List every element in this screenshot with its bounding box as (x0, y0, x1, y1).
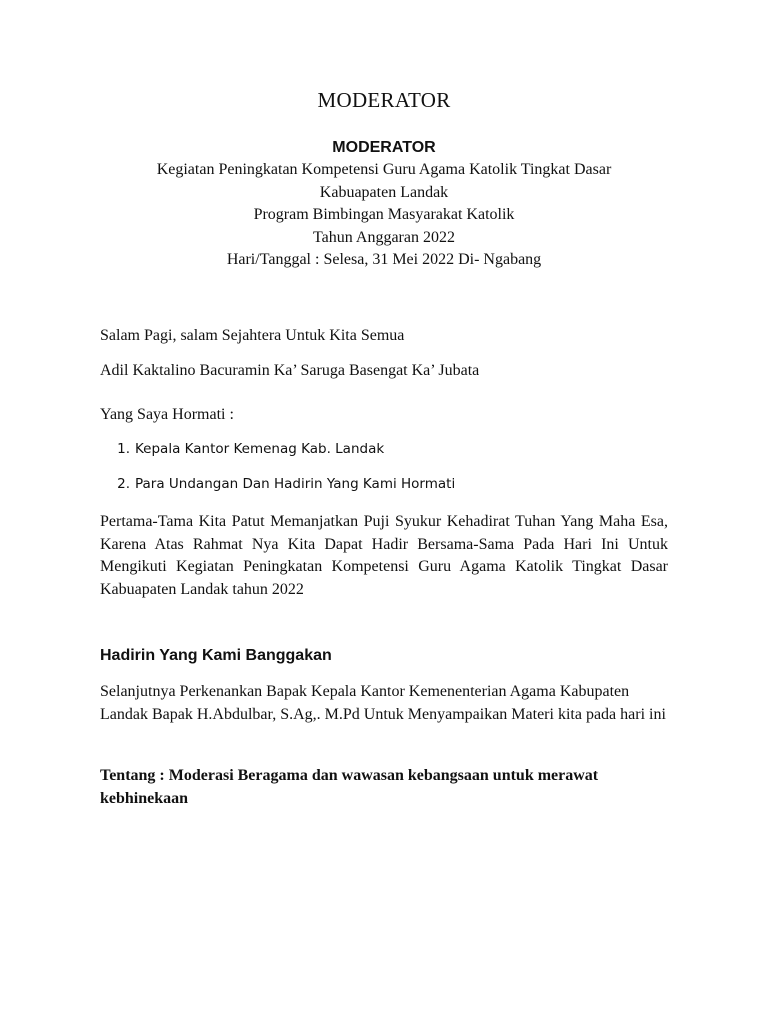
list-item-text: Para Undangan Dan Hadirin Yang Kami Hormati (135, 476, 456, 492)
document-title: MODERATOR (317, 88, 451, 112)
list-item-number: 1. (117, 441, 130, 457)
header-line-event: Kegiatan Peningkatan Kompetensi Guru Agama Katolik Tingkat Dasar (156, 161, 612, 178)
event-header (0, 137, 768, 272)
invitation-paragraph: Selanjutnya Perkenankan Bapak Kepala Kantor Kemenenterian Agama Kabupaten Landak Bapak H.Abdulbar, S.Ag,. M.Pd Untuk Menyampaikan Materi kita pada hari ini (100, 683, 666, 723)
list-item (100, 441, 384, 457)
topic-statement: Tentang : Moderasi Beragama dan wawasan kebangsaan untuk merawat kebhinekaan (100, 767, 599, 807)
header-line-fiscal-year: Tahun Anggaran 2022 (313, 228, 455, 246)
section-heading: Hadirin Yang Kami Banggakan (100, 647, 332, 664)
list-item-number: 2. (117, 476, 130, 492)
respected-intro: Yang Saya Hormati : (100, 406, 234, 423)
greeting-line-1: Salam Pagi, salam Sejahtera Untuk Kita Semua (100, 327, 405, 344)
opening-paragraph: Pertama-Tama Kita Patut Memanjatkan Puji Syukur Kehadirat Tuhan Yang Maha Esa, Karena Atas Rahmat Nya Kita Dapat Hadir Bersama-Sama Pada Hari Ini Untuk Mengikuti Kegiatan Peningkatan Kompetensi Guru Agama Katolik Tingkat Dasar Kabuapaten Landak tahun 2022 (100, 513, 668, 598)
list-item-text: Kepala Kantor Kemenag Kab. Landak (135, 441, 385, 457)
header-line-date-place: Hari/Tanggal : Selesa, 31 Mei 2022 Di- Ngabang (226, 251, 542, 268)
header-heading: MODERATOR (332, 139, 436, 156)
greeting-line-2: Adil Kaktalino Bacuramin Ka’ Saruga Basengat Ka’ Jubata (100, 362, 480, 379)
list-item (100, 476, 455, 492)
header-line-program: Program Bimbingan Masyarakat Katolik (253, 206, 515, 223)
header-line-region: Kabuapaten Landak (319, 183, 449, 201)
